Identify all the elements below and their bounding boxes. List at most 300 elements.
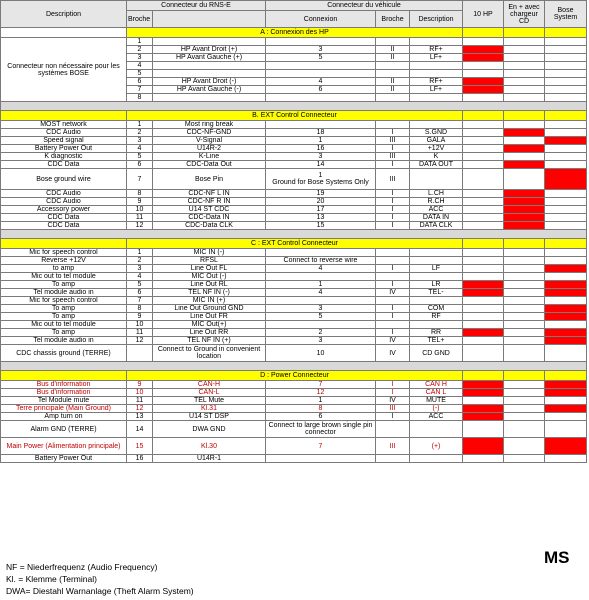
mark-bose <box>545 345 587 362</box>
table-row <box>1 421 587 438</box>
vehicle-description <box>410 249 463 257</box>
rnse-label <box>153 94 266 102</box>
vehicle-broche: II <box>376 54 410 62</box>
vehicle-broche: III <box>376 169 410 190</box>
vehicle-connexion: 1 <box>266 281 376 289</box>
vehicle-connexion: 4 <box>266 265 376 273</box>
table-row <box>1 305 587 313</box>
mark-10hp <box>463 281 504 289</box>
vehicle-broche: I <box>376 305 410 313</box>
mark-bose <box>545 54 587 62</box>
mark-bose <box>545 62 587 70</box>
pin-rnse: 12 <box>127 405 153 413</box>
table-row <box>1 337 587 345</box>
row-description: Amp turn on <box>1 413 127 421</box>
pin-rnse: 1 <box>127 38 153 46</box>
table-row <box>1 38 587 46</box>
mark-bose <box>545 297 587 305</box>
vehicle-connexion-pin: 1 <box>318 172 323 179</box>
vehicle-connexion: 13 <box>266 214 376 222</box>
vehicle-broche: I <box>376 190 410 198</box>
mark-10hp <box>463 153 504 161</box>
vehicle-connexion: 20 <box>266 198 376 206</box>
mark-10hp <box>463 214 504 222</box>
rnse-label: CDC-NF-GND <box>153 129 266 137</box>
rnse-label: Line Out Ground GND <box>153 305 266 313</box>
section-a-header <box>1 28 587 38</box>
mark-cd-changer <box>504 413 545 421</box>
mark-cd-changer <box>504 297 545 305</box>
pin-rnse: 8 <box>127 94 153 102</box>
section-a-description: Connecteur non nécessaire pour les systèmes BOSE <box>1 38 127 102</box>
section-d-body <box>1 381 587 463</box>
table-row <box>1 289 587 297</box>
rnse-label: CDC-Data IN <box>153 214 266 222</box>
table-row <box>1 121 587 129</box>
row-description: to amp <box>1 265 127 273</box>
vehicle-description: R.CH <box>410 198 463 206</box>
header-10hp: 10 HP <box>463 1 504 28</box>
mark-cd-changer <box>504 381 545 389</box>
pin-rnse: 10 <box>127 321 153 329</box>
vehicle-connexion <box>266 121 376 129</box>
mark-10hp <box>463 137 504 145</box>
vehicle-description: LR <box>410 281 463 289</box>
vehicle-connexion <box>266 94 376 102</box>
mark-cd-changer <box>504 161 545 169</box>
vehicle-connexion <box>266 70 376 78</box>
pin-rnse: 8 <box>127 305 153 313</box>
mark-10hp <box>463 321 504 329</box>
pin-rnse: 4 <box>127 273 153 281</box>
section-b-body <box>1 121 587 230</box>
mark-cd-changer <box>504 265 545 273</box>
mark-bose <box>545 145 587 153</box>
table-row <box>1 206 587 214</box>
mark-bose <box>545 438 587 455</box>
author-badge: MS <box>544 548 570 567</box>
pin-rnse: 9 <box>127 313 153 321</box>
section-d-title: D : Power Connecteur <box>127 371 463 381</box>
table-row <box>1 389 587 397</box>
mark-bose <box>545 137 587 145</box>
mark-10hp <box>463 405 504 413</box>
pin-rnse: 7 <box>127 169 153 190</box>
vehicle-connexion: 17 <box>266 206 376 214</box>
vehicle-description <box>410 94 463 102</box>
row-description: Main Power (Alimentation principale) <box>1 438 127 455</box>
vehicle-description: LF+ <box>410 54 463 62</box>
mark-cd-changer <box>504 313 545 321</box>
row-description: CDC Data <box>1 214 127 222</box>
mark-cd-changer <box>504 438 545 455</box>
vehicle-broche: IV <box>376 337 410 345</box>
vehicle-description: CAN L <box>410 389 463 397</box>
mark-10hp <box>463 273 504 281</box>
vehicle-broche: I <box>376 129 410 137</box>
vehicle-broche: II <box>376 86 410 94</box>
mark-cd-changer <box>504 222 545 230</box>
vehicle-broche: I <box>376 381 410 389</box>
rnse-label: HP Avant Gauche (+) <box>153 54 266 62</box>
header-blank <box>153 11 266 28</box>
row-description: CDC Data <box>1 222 127 230</box>
vehicle-connexion: 16 <box>266 145 376 153</box>
mark-cd-changer <box>504 337 545 345</box>
vehicle-description: CD GND <box>410 345 463 362</box>
mark-cd-changer <box>504 190 545 198</box>
mark-10hp <box>463 249 504 257</box>
mark-bose <box>545 389 587 397</box>
table-row <box>1 249 587 257</box>
section-a-title: A : Connexion des HP <box>127 28 463 38</box>
vehicle-broche: II <box>376 78 410 86</box>
mark-10hp <box>463 222 504 230</box>
section-c-header <box>1 239 587 249</box>
pin-rnse: 6 <box>127 161 153 169</box>
table-row <box>1 257 587 265</box>
mark-bose <box>545 94 587 102</box>
rnse-label <box>153 62 266 70</box>
mark-10hp <box>463 46 504 54</box>
mark-10hp <box>463 198 504 206</box>
vehicle-broche <box>376 257 410 265</box>
vehicle-description: DATA IN <box>410 214 463 222</box>
row-description: Mic for speech control <box>1 297 127 305</box>
mark-cd-changer <box>504 38 545 46</box>
mark-cd-changer <box>504 329 545 337</box>
vehicle-connexion <box>266 249 376 257</box>
mark-bose <box>545 121 587 129</box>
mark-cd-changer <box>504 121 545 129</box>
mark-10hp <box>463 289 504 297</box>
vehicle-connexion: 3 <box>266 337 376 345</box>
pin-rnse <box>127 345 153 362</box>
section-d-header <box>1 371 587 381</box>
mark-bose <box>545 190 587 198</box>
vehicle-connexion: Connect to reverse wire <box>266 257 376 265</box>
mark-10hp <box>463 94 504 102</box>
section-gap <box>1 362 587 371</box>
mark-10hp <box>463 345 504 362</box>
table-row <box>1 413 587 421</box>
vehicle-broche: I <box>376 329 410 337</box>
mark-bose <box>545 321 587 329</box>
header-description: Description <box>1 1 127 28</box>
vehicle-description: L.CH <box>410 190 463 198</box>
mark-cd-changer <box>504 46 545 54</box>
vehicle-description <box>410 273 463 281</box>
mark-bose <box>545 222 587 230</box>
mark-cd-changer <box>504 129 545 137</box>
table-row <box>1 265 587 273</box>
mark-bose <box>545 206 587 214</box>
pin-rnse: 5 <box>127 70 153 78</box>
vehicle-connexion: 3 <box>266 305 376 313</box>
mark-10hp <box>463 190 504 198</box>
vehicle-connexion: 1 <box>266 137 376 145</box>
pin-rnse: 6 <box>127 78 153 86</box>
rnse-label: RFSL <box>153 257 266 265</box>
mark-10hp <box>463 455 504 463</box>
vehicle-description: +12V <box>410 145 463 153</box>
vehicle-description: (+) <box>410 438 463 455</box>
mark-cd-changer <box>504 198 545 206</box>
vehicle-description <box>410 70 463 78</box>
mark-bose <box>545 265 587 273</box>
table-row <box>1 190 587 198</box>
rnse-label: MIC IN (+) <box>153 297 266 305</box>
pin-rnse: 11 <box>127 214 153 222</box>
mark-cd-changer <box>504 421 545 438</box>
mark-bose <box>545 281 587 289</box>
pin-rnse: 7 <box>127 297 153 305</box>
vehicle-description: TEL- <box>410 289 463 297</box>
vehicle-connexion: 4 <box>266 289 376 297</box>
vehicle-description: (-) <box>410 405 463 413</box>
mark-bose <box>545 169 587 190</box>
mark-bose <box>545 153 587 161</box>
rnse-label: Line Out RR <box>153 329 266 337</box>
mark-cd-changer <box>504 345 545 362</box>
header-row <box>1 1 587 11</box>
mark-cd-changer <box>504 54 545 62</box>
pin-rnse: 5 <box>127 153 153 161</box>
rnse-label: Line Out RL <box>153 281 266 289</box>
vehicle-broche: IV <box>376 289 410 297</box>
vehicle-description: K <box>410 153 463 161</box>
table-row <box>1 345 587 362</box>
mark-bose <box>545 405 587 413</box>
mark-cd-changer <box>504 70 545 78</box>
legend-nf: NF = Niederfrequenz (Audio Frequency) <box>6 562 158 572</box>
vehicle-connexion: 5 <box>266 313 376 321</box>
rnse-label: Connect to Ground in convenient location <box>153 345 266 362</box>
pin-rnse: 3 <box>127 265 153 273</box>
vehicle-connexion-note: Ground for Bose Systems Only <box>272 179 369 186</box>
mark-cd-changer <box>504 153 545 161</box>
vehicle-broche: III <box>376 137 410 145</box>
row-description: Reverse +12V <box>1 257 127 265</box>
row-description: CDC Audio <box>1 198 127 206</box>
pin-rnse: 2 <box>127 129 153 137</box>
vehicle-broche <box>376 70 410 78</box>
vehicle-broche: III <box>376 438 410 455</box>
rnse-label: HP Avant Gauche (-) <box>153 86 266 94</box>
vehicle-broche: I <box>376 222 410 230</box>
rnse-label: CDC-NF R IN <box>153 198 266 206</box>
mark-cd-changer <box>504 405 545 413</box>
rnse-label: Line Out FL <box>153 265 266 273</box>
mark-cd-changer <box>504 389 545 397</box>
vehicle-broche: I <box>376 413 410 421</box>
vehicle-broche <box>376 249 410 257</box>
mark-10hp <box>463 381 504 389</box>
rnse-label: Most ring break <box>153 121 266 129</box>
pin-rnse: 10 <box>127 206 153 214</box>
mark-10hp <box>463 38 504 46</box>
row-description: CDC Audio <box>1 190 127 198</box>
section-gap <box>1 102 587 111</box>
mark-bose <box>545 337 587 345</box>
table-row <box>1 281 587 289</box>
row-description: Speed signal <box>1 137 127 145</box>
vehicle-connexion: 14 <box>266 161 376 169</box>
rnse-label: Bose Pin <box>153 169 266 190</box>
vehicle-broche: III <box>376 153 410 161</box>
pin-rnse: 7 <box>127 86 153 94</box>
vehicle-broche <box>376 62 410 70</box>
rnse-label: U14R-1 <box>153 455 266 463</box>
section-a-body <box>1 38 587 102</box>
row-description: Terre principale (Main Ground) <box>1 405 127 413</box>
header-description-vehicle: Description <box>410 11 463 28</box>
mark-10hp <box>463 297 504 305</box>
vehicle-connexion: 5 <box>266 54 376 62</box>
table-row <box>1 405 587 413</box>
vehicle-broche: I <box>376 281 410 289</box>
vehicle-description: S.GND <box>410 129 463 137</box>
vehicle-connexion: 2 <box>266 329 376 337</box>
mark-10hp <box>463 389 504 397</box>
rnse-label: Line Out FR <box>153 313 266 321</box>
rnse-label: Kl.30 <box>153 438 266 455</box>
section-b-header <box>1 111 587 121</box>
vehicle-broche: I <box>376 265 410 273</box>
row-description: Alarm GND (TERRE) <box>1 421 127 438</box>
mark-10hp <box>463 305 504 313</box>
vehicle-description: RF+ <box>410 46 463 54</box>
pin-rnse: 16 <box>127 455 153 463</box>
vehicle-description: LF+ <box>410 86 463 94</box>
table-row <box>1 273 587 281</box>
row-description: CDC Data <box>1 161 127 169</box>
rnse-label: DWA GND <box>153 421 266 438</box>
section-gap <box>1 230 587 239</box>
table-row <box>1 214 587 222</box>
row-description: To amp <box>1 313 127 321</box>
rnse-label: MIC Out(+) <box>153 321 266 329</box>
mark-10hp <box>463 78 504 86</box>
pin-rnse: 13 <box>127 413 153 421</box>
mark-10hp <box>463 62 504 70</box>
header-cd-changer: En + avec chargeur CD <box>504 1 545 28</box>
table-row <box>1 397 587 405</box>
pin-rnse: 3 <box>127 54 153 62</box>
mark-cd-changer <box>504 455 545 463</box>
mark-bose <box>545 413 587 421</box>
pin-rnse: 14 <box>127 421 153 438</box>
mark-bose <box>545 70 587 78</box>
rnse-label: V-Signal <box>153 137 266 145</box>
mark-10hp <box>463 145 504 153</box>
pin-rnse: 4 <box>127 62 153 70</box>
pin-rnse: 15 <box>127 438 153 455</box>
rnse-label: HP Avant Droit (-) <box>153 78 266 86</box>
pin-rnse: 3 <box>127 137 153 145</box>
vehicle-connexion: 15 <box>266 222 376 230</box>
vehicle-description <box>410 121 463 129</box>
table-row <box>1 313 587 321</box>
mark-cd-changer <box>504 281 545 289</box>
rnse-label: TEL NF IN (+) <box>153 337 266 345</box>
table-row <box>1 438 587 455</box>
rnse-label: CDC-Data CLK <box>153 222 266 230</box>
vehicle-broche <box>376 38 410 46</box>
vehicle-description: LF <box>410 265 463 273</box>
mark-bose <box>545 455 587 463</box>
section-c-title: C : EXT Control Connecteur <box>127 239 463 249</box>
row-description: MOST network <box>1 121 127 129</box>
mark-bose <box>545 257 587 265</box>
row-description: To amp <box>1 305 127 313</box>
row-description: To amp <box>1 281 127 289</box>
pin-rnse: 12 <box>127 222 153 230</box>
vehicle-connexion: 8 <box>266 405 376 413</box>
table-row <box>1 129 587 137</box>
mark-bose <box>545 249 587 257</box>
mark-bose <box>545 273 587 281</box>
vehicle-description <box>410 421 463 438</box>
rnse-label <box>153 38 266 46</box>
vehicle-broche <box>376 321 410 329</box>
mark-10hp <box>463 413 504 421</box>
vehicle-connexion: 1 <box>266 397 376 405</box>
rnse-label: TEL Mute <box>153 397 266 405</box>
mark-10hp <box>463 313 504 321</box>
mark-bose <box>545 381 587 389</box>
table-row <box>1 455 587 463</box>
vehicle-broche: I <box>376 214 410 222</box>
mark-bose <box>545 214 587 222</box>
vehicle-description: MUTE <box>410 397 463 405</box>
mark-bose <box>545 198 587 206</box>
mark-10hp <box>463 70 504 78</box>
vehicle-broche: IV <box>376 345 410 362</box>
vehicle-connexion: 3 <box>266 153 376 161</box>
vehicle-description: DATA OUT <box>410 161 463 169</box>
vehicle-broche: I <box>376 198 410 206</box>
vehicle-description: TEL+ <box>410 337 463 345</box>
row-description: Bose ground wire <box>1 169 127 190</box>
vehicle-broche: I <box>376 389 410 397</box>
mark-10hp <box>463 329 504 337</box>
pin-rnse: 1 <box>127 249 153 257</box>
mark-cd-changer <box>504 86 545 94</box>
mark-cd-changer <box>504 214 545 222</box>
vehicle-description: ACC <box>410 413 463 421</box>
pin-rnse: 8 <box>127 190 153 198</box>
vehicle-description: GALA <box>410 137 463 145</box>
mark-cd-changer <box>504 145 545 153</box>
vehicle-description: ACC <box>410 206 463 214</box>
legend-dwa: DWA= Diestahl Warnanlage (Theft Alarm System) <box>6 586 194 596</box>
mark-cd-changer <box>504 273 545 281</box>
mark-10hp <box>463 129 504 137</box>
vehicle-description <box>410 257 463 265</box>
pin-rnse: 2 <box>127 257 153 265</box>
mark-bose <box>545 86 587 94</box>
rnse-label: U14 ST CDC <box>153 206 266 214</box>
mark-cd-changer <box>504 78 545 86</box>
mark-10hp <box>463 161 504 169</box>
vehicle-description <box>410 62 463 70</box>
vehicle-connexion: 6 <box>266 413 376 421</box>
vehicle-description <box>410 169 463 190</box>
row-description: Mic out to tel module <box>1 321 127 329</box>
pin-rnse: 10 <box>127 389 153 397</box>
vehicle-connexion: 3 <box>266 46 376 54</box>
